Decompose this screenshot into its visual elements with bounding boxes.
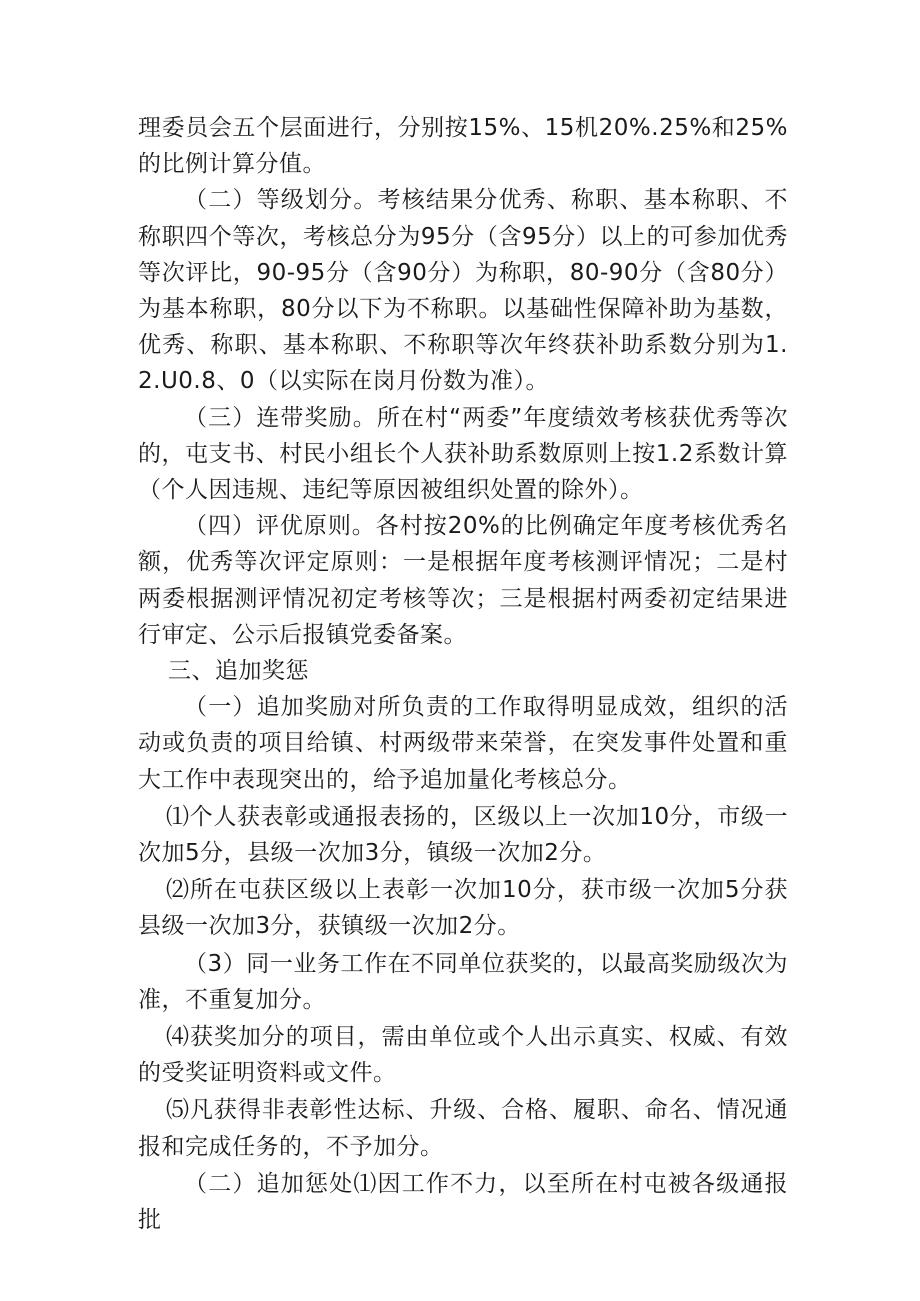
list-item-highest-award-rule: （3）同一业务工作在不同单位获奖的，以最高奖励级次为准，不重复加分。 xyxy=(138,950,788,1013)
document-body xyxy=(138,110,788,1238)
paragraph-grade-division: （二）等级划分。考核结果分优秀、称职、基本称职、不称职四个等次，考核总分为95分（含95分）以上的可参加优秀等次评比，90-95分（含90分）为称职，80-90分（含80分）为基本称职，80分以下为不称职。以基础性保障补助为基数，优秀、称职、基本称职、不称职等次年终获补助系数分别为1.2.U0.8、0（以实际在岗月份数为准）。 xyxy=(138,187,788,395)
paragraph-score-weights: 理委员会五个层面进行，分别按15%、15机20%.25%和25%的比例计算分值。 xyxy=(138,115,788,178)
list-item-individual-commendation: ⑴个人获表彰或通报表扬的，区级以上一次加10分，市级一次加5分，县级一次加3分，镇级一次加2分。 xyxy=(138,803,788,867)
paragraph-additional-reward: （一）追加奖励对所负责的工作取得明显成效，组织的活动或负责的项目给镇、村两级带来荣誉，在突发事件处置和重大工作中表现突出的，给予追加量化考核总分。 xyxy=(138,694,788,793)
list-item-no-bonus-cases: ⑸凡获得非表彰性达标、升级、合格、履职、命名、情况通报和完成任务的，不予加分。 xyxy=(138,1097,788,1160)
list-item-proof-required: ⑷获奖加分的项目，需由单位或个人出示真实、权威、有效的受奖证明资料或文件。 xyxy=(138,1024,788,1087)
section-heading-additional-rewards-penalties: 三、追加奖惩 xyxy=(168,658,309,685)
paragraph-selection-principle: （四）评优原则。各村按20%的比例确定年度考核优秀名额，优秀等次评定原则：一是根据年度考核测评情况；二是村两委根据测评情况初定考核等次；三是根据村两委初定结果进行审定、公示后报镇党委备案。 xyxy=(138,513,788,648)
paragraph-additional-penalty: （二）追加惩处⑴因工作不力，以至所在村屯被各级通报批 xyxy=(138,1170,788,1234)
list-item-village-commendation: ⑵所在屯获区级以上表彰一次加10分，获市级一次加5分获县级一次加3分，获镇级一次加2分。 xyxy=(138,877,788,940)
paragraph-joint-reward: （三）连带奖励。所在村“两委”年度绩效考核获优秀等次的，屯支书、村民小组长个人获补助系数原则上按1.2系数计算（个人因违规、违纪等原因被组织处置的除外）。 xyxy=(138,404,788,504)
